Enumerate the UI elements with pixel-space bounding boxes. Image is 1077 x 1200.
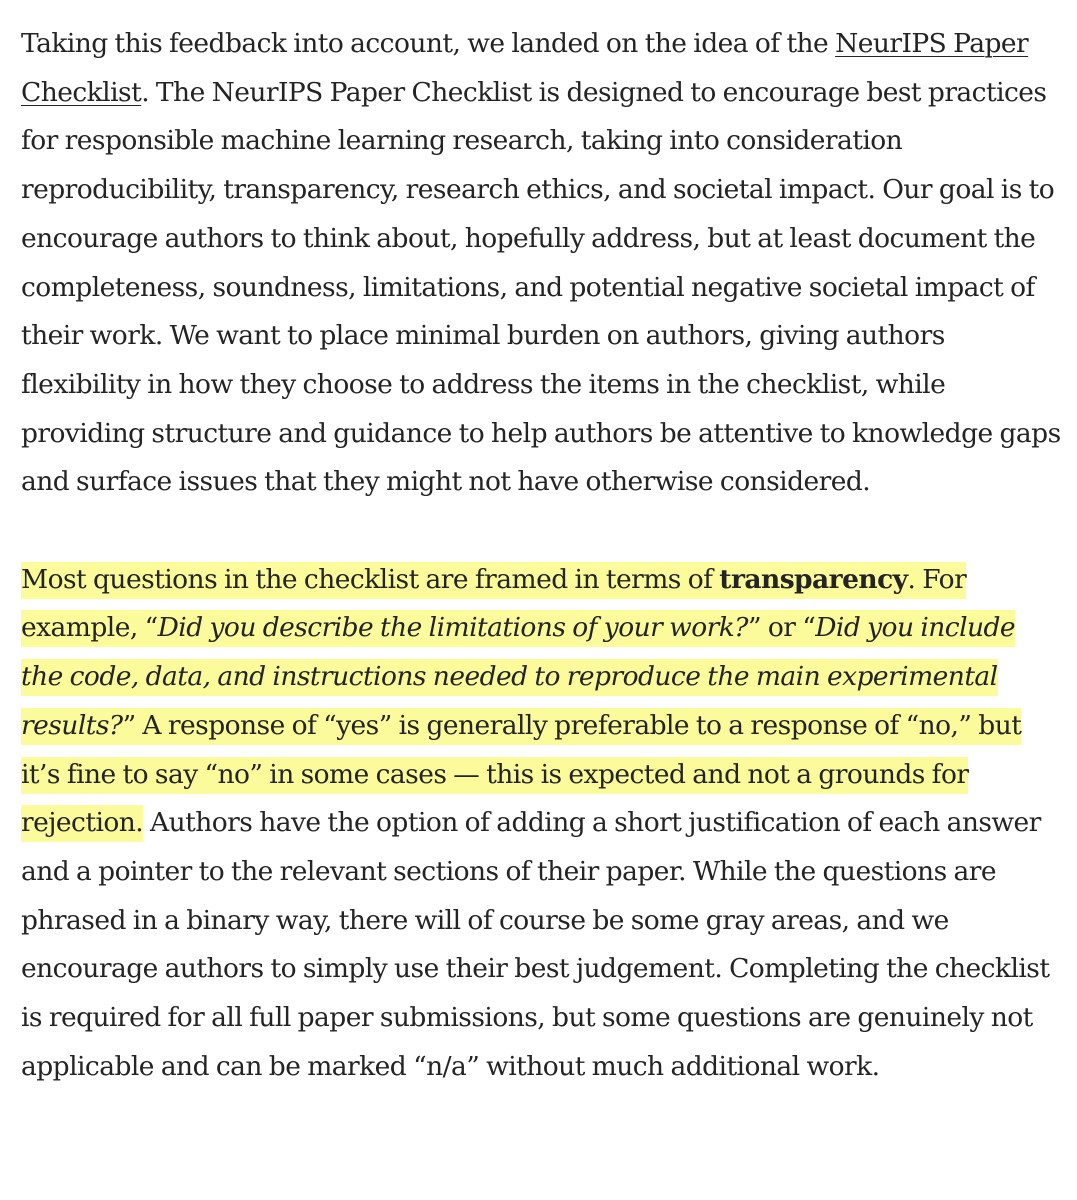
highlight-text: Most questions in the checklist are framed in terms of xyxy=(21,563,720,595)
paragraph-checklist-intro xyxy=(21,20,1061,507)
highlight-text: ” or “ xyxy=(747,612,816,644)
article-body xyxy=(21,20,1061,1091)
bold-term: transparency xyxy=(719,563,908,595)
highlight-text: . For example, “ xyxy=(21,563,967,644)
paragraph-transparency xyxy=(21,556,1061,1092)
neurips-checklist-link[interactable]: NeurIPS Paper Checklist xyxy=(21,28,1029,108)
paragraph-text: . The NeurIPS Paper Checklist is designed to encourage best practices for responsible machine learning research, taking into consideration reproducibility, transparency, research ethics, and societal impact. Our goal is to encourage authors to think about, hopefully address, but at least document the completeness, soundness, limitations, and potential negative societal impact of their work. We want to place minimal burden on authors, giving authors flexibility in how they choose to address the items in the checklist, while providing structure and guidance to help authors be attentive to knowledge gaps and surface issues that they might not have otherwise considered. xyxy=(21,76,1061,498)
paragraph-text: Taking this feedback into account, we landed on the idea of the xyxy=(21,28,836,59)
example-question: Did you include the code, data, and instructions needed to reproduce the main experimental results? xyxy=(21,612,1016,741)
paragraph-text: Authors have the option of adding a short justification of each answer and a pointer to the relevant sections of their paper. While the questions are phrased in a binary way, there will of course be some gray areas, and we encourage authors to simply use their best judgement. Completing the checklist is required for all full paper submissions, but some questions are genuinely not applicable and can be marked “n/a” without much additional work. xyxy=(21,807,1050,1082)
highlight-text: ” A response of “yes” is generally preferable to a response of “no,” but it’s fine to say “no” in some cases — this is expected and not a grounds for rejection. xyxy=(21,709,1022,839)
example-question: Did you describe the limitations of your work? xyxy=(157,612,748,644)
highlighted-passage[interactable] xyxy=(21,562,1021,843)
